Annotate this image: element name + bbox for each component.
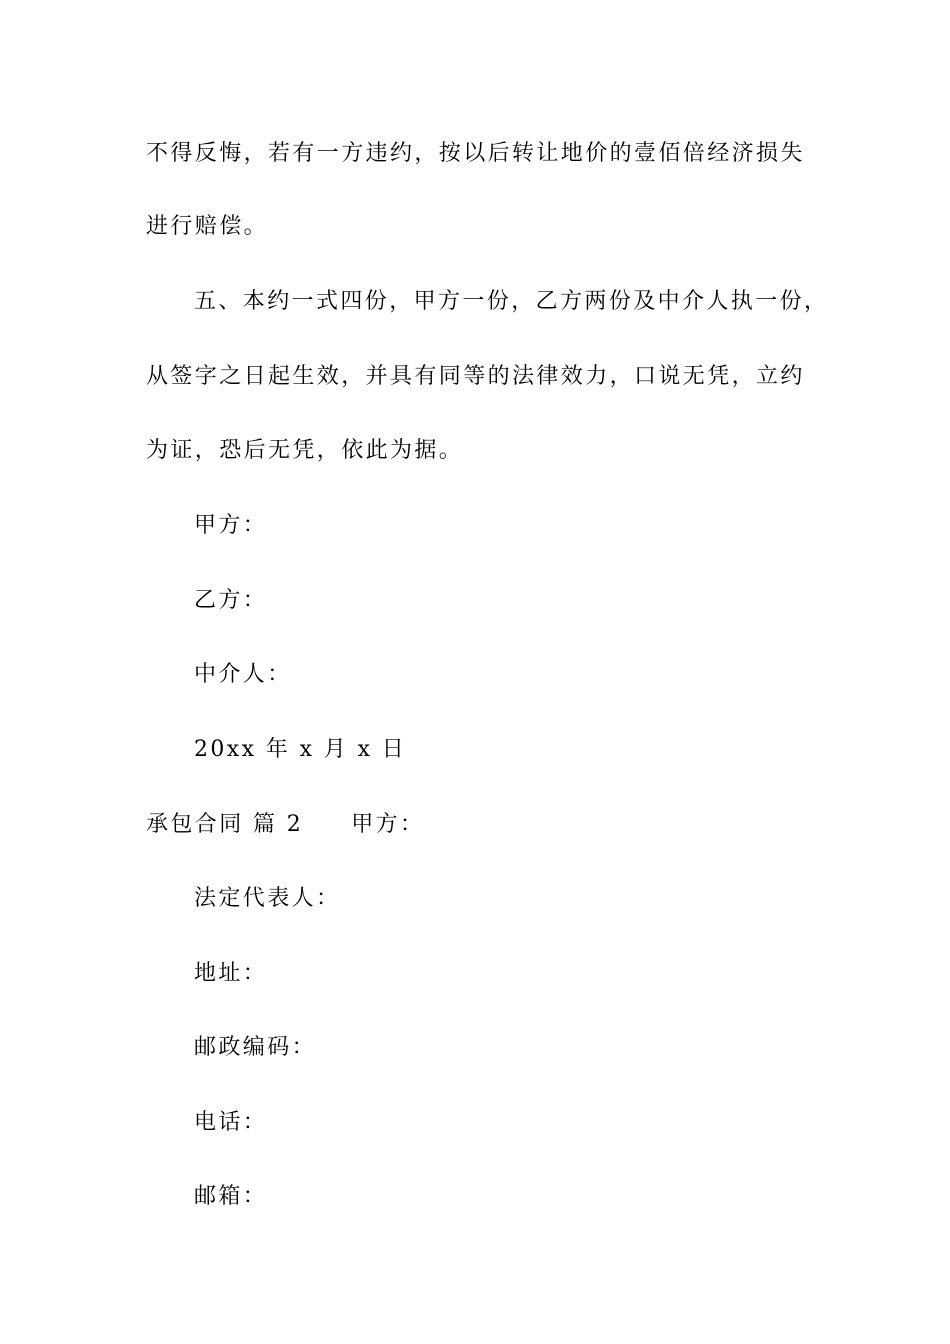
postal-code-label: 邮政编码：	[194, 1035, 317, 1060]
phone-label: 电话：	[194, 1110, 268, 1135]
legal-rep-label: 法定代表人：	[194, 886, 341, 911]
contract-2-heading-line	[146, 810, 424, 840]
party-a-label: 甲方：	[194, 513, 268, 538]
paragraph-line: 从签字之日起生效，并具有同等的法律效力，口说无凭，立约	[146, 364, 805, 389]
paragraph-line: 五、本约一式四份，甲方一份，乙方两份及中介人执一份，	[194, 289, 829, 314]
contract-2-heading: 承包合同 篇 2	[146, 812, 304, 837]
paragraph-line: 不得反悔，若有一方违约，按以后转让地价的壹佰倍经济损失	[146, 141, 805, 166]
paragraph-line: 进行赔偿。	[146, 214, 269, 239]
email-label: 邮箱：	[194, 1184, 268, 1209]
signing-date: 20xx 年 x 月 x 日	[194, 737, 407, 762]
party-b-label: 乙方：	[194, 588, 268, 613]
intermediary-label: 中介人：	[194, 662, 292, 687]
address-label: 地址：	[194, 961, 268, 986]
paragraph-line: 为证，恐后无凭，依此为据。	[146, 438, 464, 463]
contract-2-party-a-label: 甲方：	[351, 812, 425, 837]
